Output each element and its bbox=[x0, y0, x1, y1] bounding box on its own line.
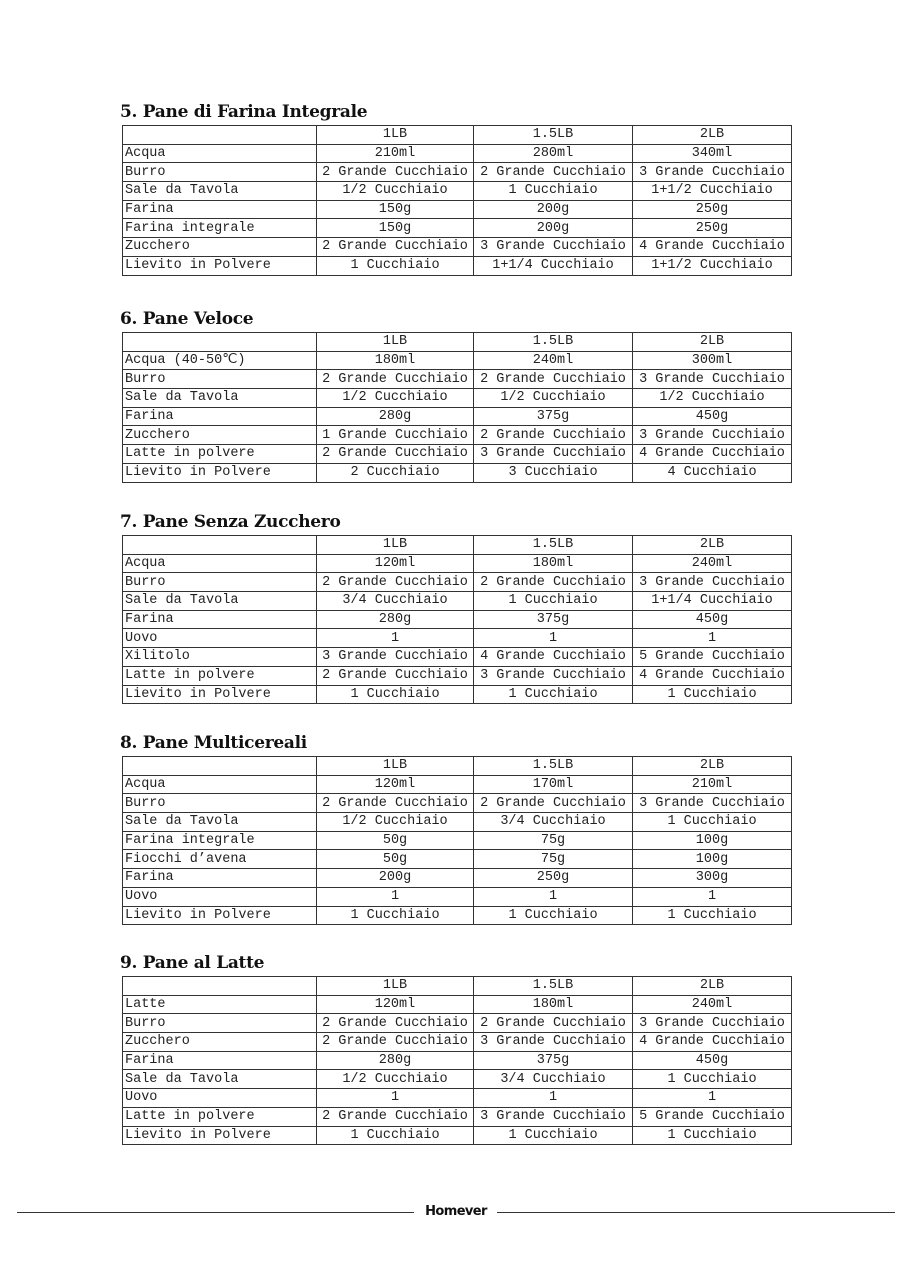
recipe-title: 9. Pane al Latte bbox=[120, 953, 265, 973]
ingredient-quantity: 1 bbox=[633, 629, 792, 648]
ingredient-quantity: 5 Grande Cucchiaio bbox=[633, 1107, 792, 1126]
ingredient-quantity: 3 Grande Cucchiaio bbox=[633, 573, 792, 592]
ingredient-quantity: 1/2 Cucchiaio bbox=[317, 813, 474, 832]
ingredient-quantity: 120ml bbox=[317, 775, 474, 794]
ingredient-name: Sale da Tavola bbox=[123, 389, 317, 408]
table-row bbox=[123, 219, 792, 238]
ingredient-quantity: 170ml bbox=[474, 775, 633, 794]
ingredients-table bbox=[122, 976, 792, 1145]
column-header: 1.5LB bbox=[474, 536, 633, 555]
ingredient-quantity: 3 Grande Cucchiaio bbox=[474, 666, 633, 685]
ingredient-quantity: 100g bbox=[633, 850, 792, 869]
ingredient-quantity: 2 Grande Cucchiaio bbox=[474, 1014, 633, 1033]
recipe-section-pane-al-latte bbox=[122, 950, 791, 1145]
column-header: 1.5LB bbox=[474, 126, 633, 145]
recipe-section-pane-di-farina-integrale bbox=[122, 99, 791, 276]
recipe-title: 7. Pane Senza Zucchero bbox=[120, 512, 341, 532]
ingredient-quantity: 280g bbox=[317, 407, 474, 426]
table-row bbox=[123, 831, 792, 850]
ingredient-quantity: 1 Cucchiaio bbox=[474, 685, 633, 704]
ingredient-name: Uovo bbox=[123, 629, 317, 648]
table-row bbox=[123, 463, 792, 482]
ingredients-table bbox=[122, 332, 792, 483]
ingredient-quantity: 1 Cucchiaio bbox=[474, 182, 633, 201]
ingredient-quantity: 50g bbox=[317, 850, 474, 869]
ingredient-quantity: 2 Grande Cucchiaio bbox=[474, 370, 633, 389]
table-row bbox=[123, 610, 792, 629]
table-row bbox=[123, 1107, 792, 1126]
ingredient-quantity: 5 Grande Cucchiaio bbox=[633, 648, 792, 667]
ingredient-name: Zucchero bbox=[123, 426, 317, 445]
table-row bbox=[123, 995, 792, 1014]
ingredient-name: Burro bbox=[123, 573, 317, 592]
table-row bbox=[123, 1070, 792, 1089]
ingredient-name: Sale da Tavola bbox=[123, 182, 317, 201]
header-corner-cell bbox=[123, 126, 317, 145]
ingredient-quantity: 3 Grande Cucchiaio bbox=[633, 163, 792, 182]
table-row bbox=[123, 887, 792, 906]
recipe-title: 8. Pane Multicereali bbox=[120, 733, 307, 753]
ingredient-quantity: 2 Grande Cucchiaio bbox=[474, 794, 633, 813]
ingredient-name: Burro bbox=[123, 370, 317, 389]
ingredient-quantity: 300g bbox=[633, 869, 792, 888]
table-header-row bbox=[123, 757, 792, 776]
ingredient-quantity: 4 Grande Cucchiaio bbox=[633, 666, 792, 685]
ingredient-name: Lievito in Polvere bbox=[123, 1126, 317, 1145]
ingredient-quantity: 1 Cucchiaio bbox=[474, 906, 633, 925]
table-row bbox=[123, 370, 792, 389]
ingredient-quantity: 2 Grande Cucchiaio bbox=[317, 794, 474, 813]
ingredient-quantity: 4 Grande Cucchiaio bbox=[633, 1033, 792, 1052]
ingredient-quantity: 4 Grande Cucchiaio bbox=[633, 445, 792, 464]
ingredient-name: Farina integrale bbox=[123, 219, 317, 238]
ingredient-quantity: 1 Cucchiaio bbox=[317, 685, 474, 704]
ingredient-name: Latte in polvere bbox=[123, 666, 317, 685]
table-row bbox=[123, 426, 792, 445]
recipe-title: 6. Pane Veloce bbox=[120, 309, 254, 329]
ingredient-name: Zucchero bbox=[123, 238, 317, 257]
ingredient-quantity: 2 Grande Cucchiaio bbox=[317, 1033, 474, 1052]
ingredient-name: Acqua bbox=[123, 144, 317, 163]
ingredient-name: Sale da Tavola bbox=[123, 592, 317, 611]
footer-rule-right bbox=[497, 1212, 895, 1213]
table-row bbox=[123, 775, 792, 794]
table-row bbox=[123, 407, 792, 426]
table-row bbox=[123, 794, 792, 813]
ingredient-quantity: 50g bbox=[317, 831, 474, 850]
ingredient-quantity: 1 bbox=[474, 887, 633, 906]
ingredient-quantity: 4 Grande Cucchiaio bbox=[633, 238, 792, 257]
ingredient-quantity: 1 bbox=[474, 629, 633, 648]
table-row bbox=[123, 144, 792, 163]
ingredient-quantity: 150g bbox=[317, 219, 474, 238]
header-corner-cell bbox=[123, 757, 317, 776]
ingredient-name: Fiocchi d’avena bbox=[123, 850, 317, 869]
ingredient-name: Sale da Tavola bbox=[123, 1070, 317, 1089]
ingredient-quantity: 3/4 Cucchiaio bbox=[317, 592, 474, 611]
ingredient-quantity: 1 bbox=[633, 1089, 792, 1108]
ingredient-name: Zucchero bbox=[123, 1033, 317, 1052]
table-row bbox=[123, 200, 792, 219]
table-row bbox=[123, 445, 792, 464]
ingredient-quantity: 2 Grande Cucchiaio bbox=[474, 163, 633, 182]
ingredient-name: Lievito in Polvere bbox=[123, 685, 317, 704]
recipe-section-pane-multicereali bbox=[122, 730, 791, 925]
ingredient-quantity: 3 Grande Cucchiaio bbox=[474, 445, 633, 464]
column-header: 1LB bbox=[317, 333, 474, 352]
table-row bbox=[123, 554, 792, 573]
header-corner-cell bbox=[123, 536, 317, 555]
ingredient-quantity: 2 Grande Cucchiaio bbox=[317, 238, 474, 257]
ingredient-name: Burro bbox=[123, 163, 317, 182]
footer-rule-left bbox=[17, 1212, 414, 1213]
ingredient-quantity: 2 Grande Cucchiaio bbox=[317, 370, 474, 389]
table-header-row bbox=[123, 333, 792, 352]
table-row bbox=[123, 685, 792, 704]
ingredient-quantity: 1/2 Cucchiaio bbox=[317, 389, 474, 408]
ingredient-quantity: 1 bbox=[633, 887, 792, 906]
table-row bbox=[123, 592, 792, 611]
ingredient-quantity: 150g bbox=[317, 200, 474, 219]
column-header: 2LB bbox=[633, 977, 792, 996]
table-row bbox=[123, 389, 792, 408]
ingredient-quantity: 2 Grande Cucchiaio bbox=[317, 1107, 474, 1126]
table-row bbox=[123, 813, 792, 832]
ingredient-quantity: 450g bbox=[633, 1051, 792, 1070]
ingredient-name: Acqua bbox=[123, 554, 317, 573]
ingredient-quantity: 1 bbox=[317, 629, 474, 648]
ingredient-name: Farina bbox=[123, 407, 317, 426]
ingredient-name: Sale da Tavola bbox=[123, 813, 317, 832]
ingredient-quantity: 75g bbox=[474, 850, 633, 869]
table-row bbox=[123, 573, 792, 592]
ingredient-quantity: 3 Grande Cucchiaio bbox=[633, 426, 792, 445]
ingredient-quantity: 450g bbox=[633, 407, 792, 426]
ingredient-quantity: 1 Grande Cucchiaio bbox=[317, 426, 474, 445]
ingredient-quantity: 250g bbox=[633, 200, 792, 219]
table-row bbox=[123, 666, 792, 685]
ingredient-quantity: 1 Cucchiaio bbox=[633, 1126, 792, 1145]
ingredient-quantity: 210ml bbox=[633, 775, 792, 794]
ingredient-quantity: 1 Cucchiaio bbox=[633, 906, 792, 925]
table-row bbox=[123, 629, 792, 648]
ingredient-quantity: 1 Cucchiaio bbox=[317, 256, 474, 275]
ingredient-quantity: 180ml bbox=[474, 554, 633, 573]
ingredient-quantity: 450g bbox=[633, 610, 792, 629]
column-header: 1.5LB bbox=[474, 757, 633, 776]
ingredient-name: Latte in polvere bbox=[123, 1107, 317, 1126]
column-header: 2LB bbox=[633, 333, 792, 352]
ingredient-quantity: 1/2 Cucchiaio bbox=[633, 389, 792, 408]
ingredient-name: Burro bbox=[123, 794, 317, 813]
ingredient-quantity: 240ml bbox=[474, 351, 633, 370]
table-row bbox=[123, 1126, 792, 1145]
table-header-row bbox=[123, 977, 792, 996]
table-row bbox=[123, 182, 792, 201]
table-row bbox=[123, 351, 792, 370]
ingredient-name: Uovo bbox=[123, 1089, 317, 1108]
ingredient-name: Burro bbox=[123, 1014, 317, 1033]
ingredient-quantity: 100g bbox=[633, 831, 792, 850]
ingredient-quantity: 280g bbox=[317, 610, 474, 629]
column-header: 1.5LB bbox=[474, 977, 633, 996]
ingredient-quantity: 3 Grande Cucchiaio bbox=[474, 1107, 633, 1126]
ingredient-quantity: 75g bbox=[474, 831, 633, 850]
ingredient-name: Latte in polvere bbox=[123, 445, 317, 464]
recipe-title: 5. Pane di Farina Integrale bbox=[120, 102, 368, 122]
ingredient-quantity: 1 Cucchiaio bbox=[633, 1070, 792, 1089]
column-header: 2LB bbox=[633, 757, 792, 776]
header-corner-cell bbox=[123, 977, 317, 996]
ingredient-name: Uovo bbox=[123, 887, 317, 906]
ingredient-quantity: 3 Grande Cucchiaio bbox=[474, 1033, 633, 1052]
ingredient-name: Lievito in Polvere bbox=[123, 256, 317, 275]
ingredient-quantity: 200g bbox=[474, 219, 633, 238]
ingredient-quantity: 240ml bbox=[633, 554, 792, 573]
ingredient-quantity: 1 Cucchiaio bbox=[317, 1126, 474, 1145]
ingredient-quantity: 2 Grande Cucchiaio bbox=[474, 573, 633, 592]
ingredient-name: Acqua (40-50℃) bbox=[123, 351, 317, 370]
table-row bbox=[123, 1089, 792, 1108]
ingredient-quantity: 1+1/2 Cucchiaio bbox=[633, 256, 792, 275]
ingredient-name: Xilitolo bbox=[123, 648, 317, 667]
ingredient-quantity: 375g bbox=[474, 407, 633, 426]
ingredient-quantity: 1 Cucchiaio bbox=[633, 685, 792, 704]
ingredient-quantity: 1/2 Cucchiaio bbox=[317, 182, 474, 201]
ingredient-quantity: 2 Grande Cucchiaio bbox=[317, 445, 474, 464]
ingredients-table bbox=[122, 125, 792, 276]
ingredient-name: Latte bbox=[123, 995, 317, 1014]
ingredient-quantity: 1+1/2 Cucchiaio bbox=[633, 182, 792, 201]
ingredient-name: Farina bbox=[123, 1051, 317, 1070]
table-header-row bbox=[123, 126, 792, 145]
brand-logo: Homever bbox=[425, 1204, 487, 1219]
ingredient-quantity: 1 Cucchiaio bbox=[317, 906, 474, 925]
ingredient-name: Acqua bbox=[123, 775, 317, 794]
ingredient-name: Farina integrale bbox=[123, 831, 317, 850]
table-row bbox=[123, 648, 792, 667]
ingredient-quantity: 1 Cucchiaio bbox=[633, 813, 792, 832]
ingredient-quantity: 1 bbox=[317, 887, 474, 906]
ingredient-quantity: 200g bbox=[317, 869, 474, 888]
ingredients-table bbox=[122, 535, 792, 704]
page-footer bbox=[0, 1203, 912, 1221]
ingredient-quantity: 120ml bbox=[317, 554, 474, 573]
table-row bbox=[123, 850, 792, 869]
table-row bbox=[123, 238, 792, 257]
ingredient-quantity: 2 Cucchiaio bbox=[317, 463, 474, 482]
ingredient-name: Farina bbox=[123, 610, 317, 629]
recipe-section-pane-veloce bbox=[122, 306, 791, 483]
column-header: 1LB bbox=[317, 126, 474, 145]
ingredient-quantity: 2 Grande Cucchiaio bbox=[474, 426, 633, 445]
table-row bbox=[123, 163, 792, 182]
ingredient-quantity: 3 Grande Cucchiaio bbox=[474, 238, 633, 257]
ingredient-quantity: 3/4 Cucchiaio bbox=[474, 813, 633, 832]
table-row bbox=[123, 1033, 792, 1052]
column-header: 1LB bbox=[317, 536, 474, 555]
header-corner-cell bbox=[123, 333, 317, 352]
table-header-row bbox=[123, 536, 792, 555]
ingredient-quantity: 2 Grande Cucchiaio bbox=[317, 573, 474, 592]
recipe-section-pane-senza-zucchero bbox=[122, 509, 791, 704]
column-header: 1LB bbox=[317, 757, 474, 776]
column-header: 2LB bbox=[633, 126, 792, 145]
ingredient-name: Farina bbox=[123, 200, 317, 219]
column-header: 1LB bbox=[317, 977, 474, 996]
ingredient-quantity: 2 Grande Cucchiaio bbox=[317, 163, 474, 182]
ingredient-quantity: 375g bbox=[474, 1051, 633, 1070]
ingredient-quantity: 1/2 Cucchiaio bbox=[317, 1070, 474, 1089]
ingredient-quantity: 280ml bbox=[474, 144, 633, 163]
ingredient-quantity: 3 Grande Cucchiaio bbox=[633, 794, 792, 813]
ingredient-quantity: 1 Cucchiaio bbox=[474, 1126, 633, 1145]
ingredient-quantity: 280g bbox=[317, 1051, 474, 1070]
ingredients-table bbox=[122, 756, 792, 925]
ingredient-quantity: 1/2 Cucchiaio bbox=[474, 389, 633, 408]
table-row bbox=[123, 1051, 792, 1070]
ingredient-quantity: 1+1/4 Cucchiaio bbox=[474, 256, 633, 275]
ingredient-quantity: 300ml bbox=[633, 351, 792, 370]
ingredient-quantity: 3 Grande Cucchiaio bbox=[633, 1014, 792, 1033]
ingredient-quantity: 4 Cucchiaio bbox=[633, 463, 792, 482]
ingredient-quantity: 1 bbox=[474, 1089, 633, 1108]
ingredient-name: Lievito in Polvere bbox=[123, 906, 317, 925]
ingredient-quantity: 120ml bbox=[317, 995, 474, 1014]
table-row bbox=[123, 906, 792, 925]
table-row bbox=[123, 869, 792, 888]
ingredient-quantity: 180ml bbox=[317, 351, 474, 370]
ingredient-quantity: 3 Grande Cucchiaio bbox=[633, 370, 792, 389]
ingredient-quantity: 210ml bbox=[317, 144, 474, 163]
ingredient-quantity: 1 bbox=[317, 1089, 474, 1108]
ingredient-quantity: 340ml bbox=[633, 144, 792, 163]
ingredient-name: Farina bbox=[123, 869, 317, 888]
ingredient-quantity: 200g bbox=[474, 200, 633, 219]
ingredient-quantity: 180ml bbox=[474, 995, 633, 1014]
ingredient-quantity: 2 Grande Cucchiaio bbox=[317, 1014, 474, 1033]
ingredient-quantity: 4 Grande Cucchiaio bbox=[474, 648, 633, 667]
ingredient-quantity: 2 Grande Cucchiaio bbox=[317, 666, 474, 685]
column-header: 2LB bbox=[633, 536, 792, 555]
ingredient-quantity: 250g bbox=[633, 219, 792, 238]
ingredient-quantity: 3/4 Cucchiaio bbox=[474, 1070, 633, 1089]
ingredient-quantity: 250g bbox=[474, 869, 633, 888]
table-row bbox=[123, 256, 792, 275]
ingredient-quantity: 375g bbox=[474, 610, 633, 629]
ingredient-quantity: 3 Grande Cucchiaio bbox=[317, 648, 474, 667]
ingredient-quantity: 240ml bbox=[633, 995, 792, 1014]
ingredient-name: Lievito in Polvere bbox=[123, 463, 317, 482]
table-row bbox=[123, 1014, 792, 1033]
ingredient-quantity: 1+1/4 Cucchiaio bbox=[633, 592, 792, 611]
ingredient-quantity: 3 Cucchiaio bbox=[474, 463, 633, 482]
column-header: 1.5LB bbox=[474, 333, 633, 352]
ingredient-quantity: 1 Cucchiaio bbox=[474, 592, 633, 611]
